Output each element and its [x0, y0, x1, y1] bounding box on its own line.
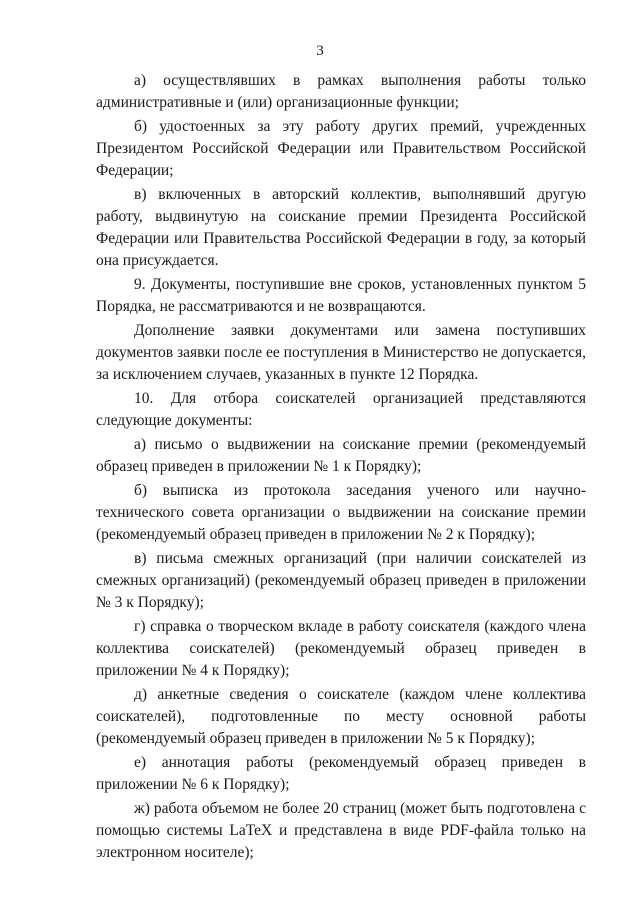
paragraph-doc-g-contribution: г) справка о творческом вкладе в работу соискателя (каждого члена коллектива соискателей) (рекомендуемый образец приведен в приложении № 4 к Порядку); [96, 618, 586, 679]
paragraph-doc-e-abstract: е) аннотация работы (рекомендуемый образец приведен в приложении № 6 к Порядку); [96, 754, 586, 793]
paragraph-item-a-functions: а) осуществлявших в рамках выполнения работы только административные и (или) организационные функции; [96, 72, 586, 111]
paragraph-doc-zh-work: ж) работа объемом не более 20 страниц (может быть подготовлена с помощью системы LaTeX и представлена в виде PDF-файла только на электронном носителе); [96, 800, 586, 861]
paragraph-9-deadlines: 9. Документы, поступившие вне сроков, установленных пунктом 5 Порядка, не рассматриваются и не возвращаются. [96, 276, 586, 315]
paragraph-doc-v-letters: в) письма смежных организаций (при наличии соискателей из смежных организаций) (рекомендуемый образец приведен в приложении № 3 к Порядку); [96, 550, 586, 611]
paragraph-doc-b-protocol: б) выписка из протокола заседания ученого или научно-технического совета организации о выдвижении на соискание премии (рекомендуемый образец приведен в приложении № 2 к Порядку); [96, 482, 586, 543]
document-body [96, 70, 586, 866]
page-number: 3 [316, 43, 324, 59]
paragraph-doc-a-letter: а) письмо о выдвижении на соискание премии (рекомендуемый образец приведен в приложении № 1 к Порядку); [96, 436, 586, 475]
paragraph-doc-d-personal-data: д) анкетные сведения о соискателе (каждом члене коллектива соискателей), подготовленные по месту основной работы (рекомендуемый образец приведен в приложении № 5 к Порядку); [96, 686, 586, 747]
paragraph-additions: Дополнение заявки документами или замена поступивших документов заявки после ее поступления в Министерство не допускается, за исключением случаев, указанных в пункте 12 Порядка. [96, 322, 586, 383]
paragraph-10-documents: 10. Для отбора соискателей организацией представляются следующие документы: [96, 390, 586, 429]
paragraph-item-b-awards: б) удостоенных за эту работу других премий, учрежденных Президентом Российской Федерации или Правительством Российской Федерации; [96, 118, 586, 179]
paragraph-item-v-collective: в) включенных в авторский коллектив, выполнявший другую работу, выдвинутую на соискание премии Президента Российской Федерации или Правительства Российской Федерации в году, за который она присуждается. [96, 186, 586, 269]
